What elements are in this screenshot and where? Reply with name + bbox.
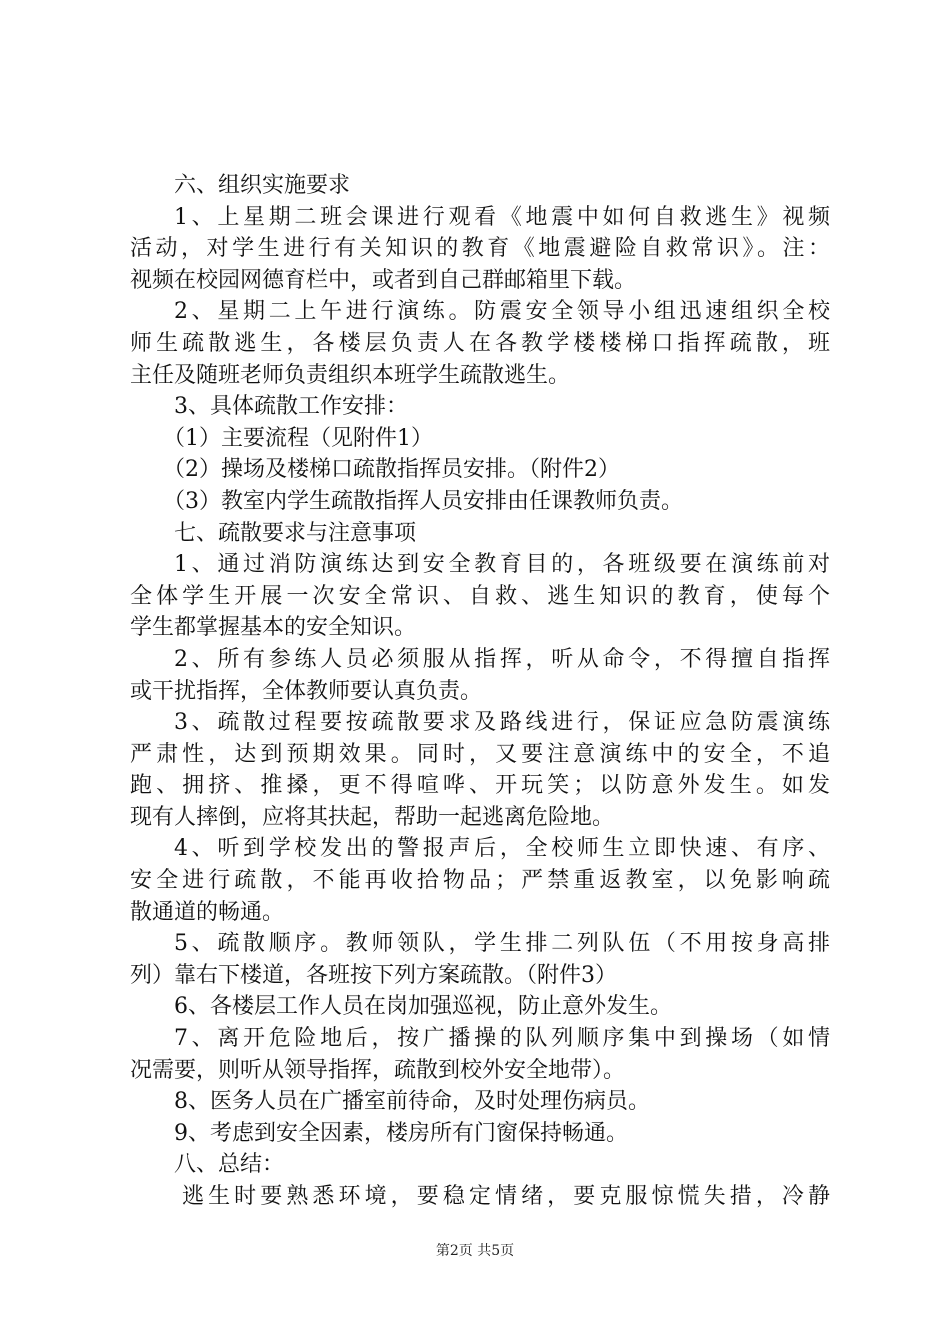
- paragraph-line: 9、考虑到安全因素，楼房所有门窗保持畅通。: [174, 1120, 628, 1146]
- paragraph-line: 4、听到学校发出的警报声后，全校师生立即快速、有序、: [174, 836, 830, 862]
- section-heading-8: 八、总结：: [174, 1152, 285, 1178]
- paragraph-line: 况需要，则听从领导指挥，疏散到校外安全地带）。: [130, 1057, 626, 1083]
- paragraph-line: 2、所有参练人员必须服从指挥，听从命令，不得擅自指挥: [174, 646, 830, 672]
- paragraph-line: 8、医务人员在广播室前待命，及时处理伤病员。: [174, 1089, 650, 1115]
- paragraph-line: 6、各楼层工作人员在岗加强巡视，防止意外发生。: [174, 994, 672, 1020]
- list-item: （3）教室内学生疏散指挥人员安排由任课教师负责。: [163, 488, 683, 514]
- paragraph-line: 或干扰指挥，全体教师要认真负责。: [130, 678, 483, 704]
- paragraph-line: 3、疏散过程要按疏散要求及路线进行，保证应急防震演练: [174, 710, 830, 736]
- paragraph-line: 安全进行疏散，不能再收拾物品；严禁重返教室，以免影响疏: [130, 868, 830, 894]
- paragraph-line: 全体学生开展一次安全常识、自救、逃生知识的教育，使每个: [130, 583, 830, 609]
- paragraph-line: 现有人摔倒，应将其扶起，帮助一起逃离危险地。: [130, 804, 615, 830]
- paragraph-line: 严肃性，达到预期效果。同时，又要注意演练中的安全，不追: [130, 741, 830, 767]
- document-body: [130, 170, 830, 1213]
- paragraph-line: 列）靠右下楼道，各班按下列方案疏散。（附件3）: [130, 962, 617, 988]
- list-item: （1）主要流程（见附件1）: [163, 425, 433, 451]
- paragraph-line: 活动，对学生进行有关知识的教育《地震避险自救常识》。注：: [130, 236, 830, 262]
- paragraph-line: 3、具体疏散工作安排：: [174, 394, 408, 420]
- paragraph-line: 主任及随班老师负责组织本班学生疏散逃生。: [130, 362, 571, 388]
- paragraph-line: 7、离开危险地后，按广播操的队列顺序集中到操场（如情: [174, 1026, 830, 1052]
- section-heading-7: 七、疏散要求与注意事项: [174, 520, 417, 546]
- paragraph-line: 师生疏散逃生，各楼层负责人在各教学楼楼梯口指挥疏散，班: [130, 330, 830, 356]
- paragraph-line: 散通道的畅通。: [130, 899, 285, 925]
- paragraph-line: 视频在校园网德育栏中，或者到自己群邮箱里下载。: [130, 267, 637, 293]
- paragraph-line: 逃生时要熟悉环境，要稳定情绪，要克服惊慌失措，冷静: [182, 1184, 830, 1209]
- paragraph-line: 1、上星期二班会课进行观看《地震中如何自救逃生》视频: [174, 204, 830, 230]
- paragraph-line: 1、通过消防演练达到安全教育目的，各班级要在演练前对: [174, 552, 830, 578]
- list-item: （2）操场及楼梯口疏散指挥员安排。（附件2）: [163, 457, 620, 483]
- page-footer: 第2页 共5页: [435, 1243, 515, 1259]
- paragraph-line: 5、疏散顺序。教师领队，学生排二列队伍（不用按身高排: [174, 931, 830, 957]
- paragraph-line: 2、星期二上午进行演练。防震安全领导小组迅速组织全校: [174, 299, 830, 325]
- paragraph-line: 跑、拥挤、推搡，更不得喧哗、开玩笑；以防意外发生。如发: [130, 773, 830, 799]
- section-heading-6: 六、组织实施要求: [174, 173, 351, 198]
- paragraph-line: 学生都掌握基本的安全知识。: [130, 615, 417, 641]
